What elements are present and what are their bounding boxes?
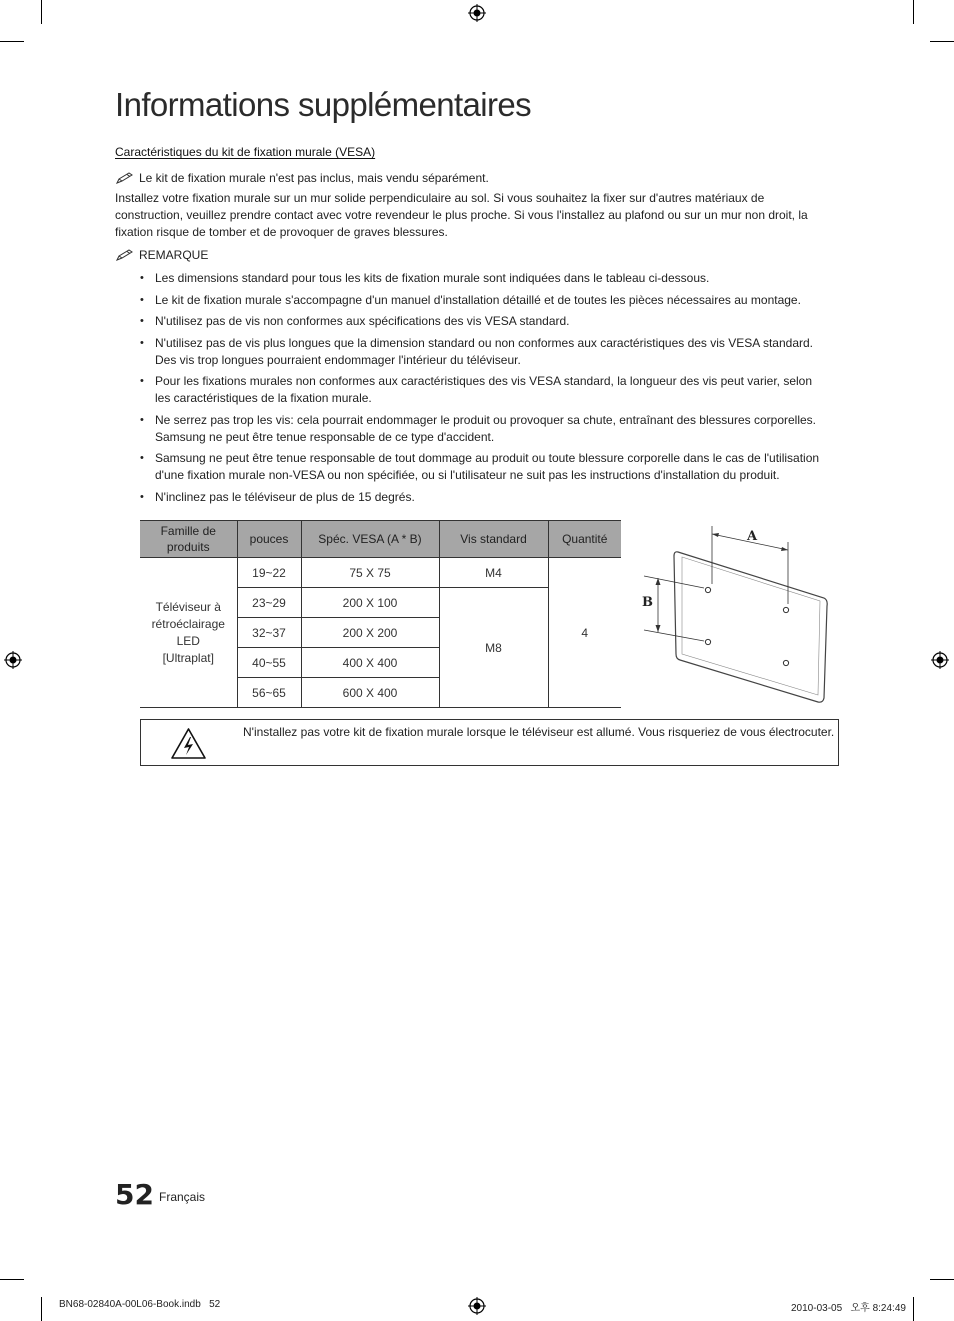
- remark-list: [140, 270, 830, 510]
- list-item: • N'utilisez pas de vis plus longues que la dimension standard ou non conformes aux caractéristiques des vis VESA standard. Des vis trop longues pourraient endommager l'intérieur du téléviseur.: [140, 335, 830, 369]
- tv-inner-edge: [682, 557, 820, 695]
- vesa-cell: 200 X 200: [301, 618, 439, 648]
- tv-back-outline: [674, 552, 827, 702]
- list-item: • Pour les fixations murales non conformes aux caractéristiques des vis VESA standard, la longueur des vis peut varier, selon les caractéristiques de la fixation murale.: [140, 373, 830, 407]
- screw-hole-icon: [705, 587, 710, 592]
- crop-mark: [0, 41, 24, 42]
- warning-text: N'installez pas votre kit de fixation murale lorsque le téléviseur est allumé. Vous risqueriez de vous électrocuter.: [243, 725, 835, 739]
- section-title: Caractéristiques du kit de fixation murale (VESA): [115, 145, 376, 159]
- vesa-cell: 200 X 100: [301, 588, 439, 618]
- list-item: • N'inclinez pas le téléviseur de plus de 15 degrés.: [140, 489, 830, 506]
- pencil-note-icon: [115, 171, 135, 185]
- electric-shock-warning-icon: [170, 727, 207, 760]
- dimension-a-label: A: [747, 529, 758, 544]
- screw-hole-icon: [783, 660, 788, 665]
- inches-cell: 19~22: [237, 558, 301, 588]
- crop-mark: [41, 1297, 42, 1321]
- remark-line: [115, 248, 208, 262]
- print-timestamp: 2010-03-05 오후 8:24:49: [791, 1303, 906, 1314]
- column-header: Vis standard: [439, 521, 548, 558]
- inches-cell: 32~37: [237, 618, 301, 648]
- tv-mounting-diagram: [636, 520, 836, 710]
- note-text: Le kit de fixation murale n'est pas inclus, mais vendu séparément.: [139, 171, 489, 185]
- registration-mark-icon: [4, 651, 22, 669]
- list-item: • Ne serrez pas trop les vis: cela pourrait endommager le produit ou provoquer sa chute, entraînant des blessures corporelles. Samsung ne peut être tenue responsable de ce type d'accident.: [140, 412, 830, 446]
- registration-mark-icon: [468, 4, 486, 22]
- inches-cell: 40~55: [237, 648, 301, 678]
- family-cell: Téléviseur à rétroéclairage LED [Ultraplat]: [140, 558, 237, 708]
- list-item: • Samsung ne peut être tenue responsable de tout dommage au produit ou toute blessure corporelle dans le cas de l'utilisation d'une fixation murale non-VESA ou non spécifiée, ou si l'utilisateur ne suit pas les instructions d'installation du produit.: [140, 450, 830, 484]
- list-item: • N'utilisez pas de vis non conformes aux spécifications des vis VESA standard.: [140, 313, 830, 330]
- crop-mark: [913, 1297, 914, 1321]
- screw-cell: M4: [439, 558, 548, 588]
- column-header: pouces: [237, 521, 301, 558]
- screw-cell: M8: [439, 588, 548, 708]
- registration-mark-icon: [468, 1297, 486, 1315]
- table-row: [140, 558, 621, 588]
- vesa-cell: 600 X 400: [301, 678, 439, 708]
- table-header-row: [140, 521, 621, 558]
- list-item: • Le kit de fixation murale s'accompagne d'un manuel d'installation détaillé et de toutes les pièces nécessaires au montage.: [140, 292, 830, 309]
- install-paragraph: Installez votre fixation murale sur un mur solide perpendiculaire au sol. Si vous souhaitez la fixer sur d'autres matériaux de construction, veuillez prendre contact avec votre revendeur le plus proche. Si vous l'installez au plafond ou sur un mur non droit, la fixation risque de tomber et de provoquer de graves blessures.: [115, 191, 808, 239]
- crop-mark: [41, 0, 42, 24]
- crop-mark: [930, 1279, 954, 1280]
- inches-cell: 23~29: [237, 588, 301, 618]
- vesa-cell: 400 X 400: [301, 648, 439, 678]
- page-title: Informations supplémentaires: [115, 86, 532, 123]
- vesa-spec-table: [140, 520, 621, 708]
- remark-label: REMARQUE: [139, 248, 209, 262]
- page-language: Français: [159, 1190, 206, 1204]
- quantity-cell: 4: [548, 558, 621, 708]
- vesa-cell: 75 X 75: [301, 558, 439, 588]
- inches-cell: 56~65: [237, 678, 301, 708]
- column-header: Famille de produits: [140, 521, 237, 558]
- print-file-info: BN68-02840A-00L06-Book.indb 52: [59, 1299, 221, 1310]
- crop-mark: [0, 1279, 24, 1280]
- registration-mark-icon: [931, 651, 949, 669]
- crop-mark: [930, 41, 954, 42]
- page-number: 52: [115, 1178, 154, 1211]
- column-header: Spéc. VESA (A * B): [301, 521, 439, 558]
- note-line: [115, 171, 489, 185]
- pencil-note-icon: [115, 248, 135, 262]
- list-item: • Les dimensions standard pour tous les kits de fixation murale sont indiquées dans le tableau ci-dessous.: [140, 270, 830, 287]
- screw-hole-icon: [705, 639, 710, 644]
- column-header: Quantité: [548, 521, 621, 558]
- screw-hole-icon: [783, 607, 788, 612]
- dimension-b-label: B: [642, 595, 653, 610]
- crop-mark: [913, 0, 914, 24]
